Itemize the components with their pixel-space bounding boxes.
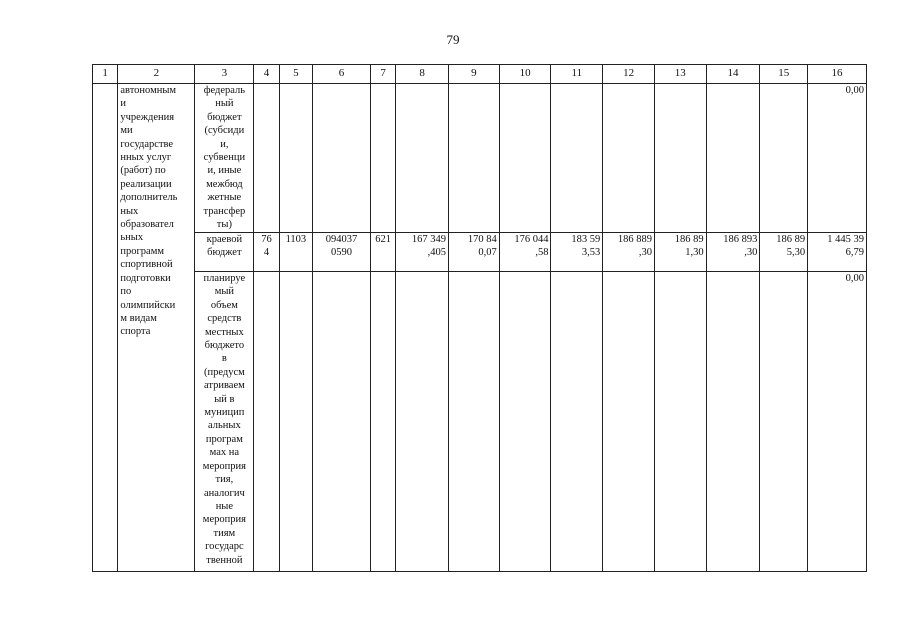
source-line: (субсиди	[204, 125, 245, 137]
empty-cell	[603, 84, 655, 233]
column-header: 2	[118, 65, 195, 84]
value-line: 5,30	[786, 247, 806, 259]
funding-source-regional	[195, 233, 254, 272]
value-line: 3,53	[581, 247, 601, 259]
cell-col4	[254, 233, 279, 272]
description-line: спорта	[120, 326, 151, 338]
empty-cell	[760, 84, 808, 233]
budget-table	[92, 64, 867, 572]
description-line: подготовки	[120, 272, 171, 284]
funding-source-federal	[195, 84, 254, 233]
source-line: ты)	[216, 219, 232, 231]
value-line: 186 89	[776, 234, 806, 245]
source-line: аналогич	[204, 487, 245, 499]
description-line: образовател	[120, 219, 174, 231]
empty-cell	[396, 84, 449, 233]
empty-cell	[370, 84, 395, 233]
column-header: 13	[654, 65, 706, 84]
column-header: 5	[279, 65, 312, 84]
source-line: програм	[205, 433, 243, 445]
description-line: ми	[120, 125, 133, 137]
empty-cell	[396, 272, 449, 572]
description-line: ных	[120, 205, 139, 217]
table-row-federal-budget	[93, 84, 867, 233]
source-line: бюджет	[207, 247, 242, 259]
column-header: 11	[551, 65, 603, 84]
source-line: краевой	[206, 234, 243, 245]
empty-cell	[279, 272, 312, 572]
column-header: 8	[396, 65, 449, 84]
empty-cell	[551, 272, 603, 572]
column-header: 1	[93, 65, 118, 84]
value-line: 0590	[331, 247, 353, 259]
source-line: альных	[208, 420, 241, 432]
empty-cell	[279, 84, 312, 233]
source-line: бюджето	[204, 340, 245, 352]
value-line: 1 445 39	[827, 234, 864, 245]
column-header: 4	[254, 65, 279, 84]
column-header: 9	[449, 65, 500, 84]
empty-cell	[706, 84, 760, 233]
source-line: бюджет	[207, 111, 242, 123]
source-line: ные	[215, 500, 234, 512]
source-line: и, иные	[207, 165, 242, 177]
empty-cell	[313, 272, 371, 572]
value-line: 186 89	[674, 234, 704, 245]
table-row-regional-budget	[93, 233, 867, 272]
value-line: 170 84	[467, 234, 497, 245]
funding-source-local	[195, 272, 254, 572]
empty-cell	[499, 84, 551, 233]
source-line: (предусм	[203, 366, 245, 378]
empty-cell	[93, 84, 118, 572]
source-line: местных	[204, 326, 244, 338]
description-line: дополнитель	[120, 192, 178, 204]
source-line: мах на	[209, 447, 240, 459]
source-line: трансфер	[203, 205, 246, 217]
description-line: и	[120, 98, 126, 110]
cell-col15	[760, 233, 808, 272]
empty-cell	[499, 272, 551, 572]
value-line: 186 889	[617, 234, 652, 245]
value-line: ,30	[744, 247, 758, 259]
source-line: жетные	[207, 192, 242, 204]
column-header: 12	[603, 65, 655, 84]
source-line: федераль	[203, 85, 246, 96]
empty-cell	[603, 272, 655, 572]
source-line: государс	[205, 541, 244, 553]
source-line: межбюд	[206, 178, 243, 190]
column-header: 3	[195, 65, 254, 84]
empty-cell	[370, 272, 395, 572]
cell-col10	[499, 233, 551, 272]
empty-cell	[654, 272, 706, 572]
value-line: 186 893	[723, 234, 758, 245]
column-header: 15	[760, 65, 808, 84]
cell-col6	[313, 233, 371, 272]
value-line: 76	[261, 234, 272, 245]
cell-col8	[396, 233, 449, 272]
cell-col13	[654, 233, 706, 272]
table-row-planned-local	[93, 272, 867, 572]
source-line: ный	[215, 98, 234, 110]
cell-col11	[551, 233, 603, 272]
source-line: в	[221, 353, 227, 365]
empty-cell	[654, 84, 706, 233]
value-line: 4	[263, 247, 270, 259]
total-planned-local: 0,00	[808, 272, 867, 572]
source-line: тия,	[215, 474, 234, 486]
cell-col16-total	[808, 233, 867, 272]
empty-cell	[760, 272, 808, 572]
cell-col12	[603, 233, 655, 272]
description-line: реализации	[120, 178, 172, 190]
column-header: 10	[499, 65, 551, 84]
value-line: ,30	[638, 247, 652, 259]
description-line: автономным	[120, 85, 177, 96]
value-line: ,58	[535, 247, 549, 259]
value-line: 183 59	[571, 234, 601, 245]
description-line: ьных	[120, 232, 144, 244]
value-line: ,405	[427, 247, 447, 259]
source-line: средств	[207, 313, 242, 325]
cell-col14	[706, 233, 760, 272]
empty-cell	[449, 84, 500, 233]
empty-cell	[449, 272, 500, 572]
source-line: мероприя	[202, 514, 246, 526]
source-line: субвенци	[203, 152, 246, 164]
empty-cell	[551, 84, 603, 233]
source-line: атриваем	[203, 380, 245, 392]
description-line: нных услуг	[120, 152, 172, 164]
empty-cell	[313, 84, 371, 233]
source-line: муницип	[204, 407, 245, 419]
source-line: объем	[210, 299, 238, 311]
empty-cell	[254, 272, 279, 572]
measure-description	[118, 84, 195, 572]
source-line: мый	[214, 286, 235, 298]
value-line: 6,79	[845, 247, 864, 259]
description-line: по	[120, 286, 132, 298]
source-line: и,	[220, 138, 229, 150]
description-line: государстве	[120, 138, 174, 150]
description-line: спортивной	[120, 259, 173, 271]
column-header: 6	[313, 65, 371, 84]
empty-cell	[706, 272, 760, 572]
description-line: программ	[120, 245, 164, 257]
value-line: 094037	[325, 234, 358, 245]
description-line: м видам	[120, 312, 157, 324]
cell-col5: 1103	[279, 233, 312, 272]
cell-col7: 621	[370, 233, 395, 272]
value-line: 167 349	[411, 234, 447, 245]
column-header: 7	[370, 65, 395, 84]
description-line: учреждения	[120, 111, 175, 123]
header-row	[93, 65, 867, 84]
empty-cell	[254, 84, 279, 233]
source-line: планируе	[203, 273, 246, 284]
total-federal: 0,00	[808, 84, 867, 233]
source-line: ый в	[214, 393, 235, 405]
page-number: 79	[446, 32, 460, 47]
column-header: 14	[706, 65, 760, 84]
value-line: 0,07	[478, 247, 497, 259]
source-line: мероприя	[202, 460, 246, 472]
source-line: тиям	[213, 527, 236, 539]
cell-col9	[449, 233, 500, 272]
value-line: 1,30	[685, 247, 704, 259]
column-header: 16	[808, 65, 867, 84]
source-line: твенной	[206, 554, 243, 566]
description-line: олимпийски	[120, 299, 176, 311]
description-line: (работ) по	[120, 165, 166, 177]
value-line: 176 044	[514, 234, 549, 245]
